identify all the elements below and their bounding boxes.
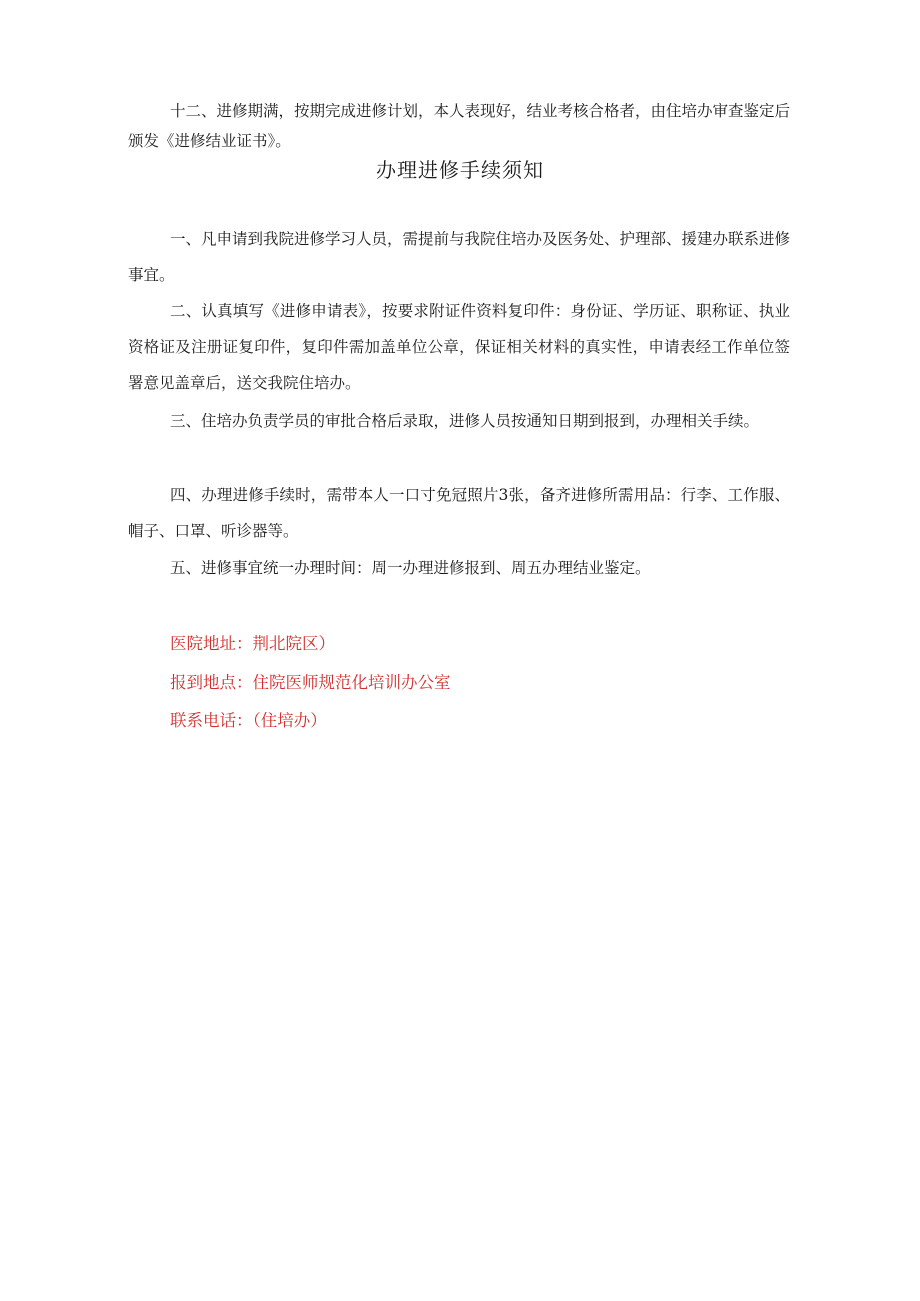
contact-address: 医院地址：荆北院区） (170, 634, 335, 653)
document-title: 办理进修手续须知 (376, 158, 544, 182)
contact-location: 报到地点：住院医师规范化培训办公室 (170, 673, 451, 692)
notice-item-3: 三、住培办负责学员的审批合格后录取，进修人员按通知日期到报到，办理相关手续。 (170, 412, 760, 430)
contact-phone: 联系电话：（住培办） (170, 711, 327, 730)
paragraph-twelve: 十二、进修期满，按期完成进修计划，本人表现好，结业考核合格者，由住培办审查鉴定后颁发《进修结业证书》。 (128, 102, 791, 150)
notice-item-1: 一、凡申请到我院进修学习人员，需提前与我院住培办及医务处、护理部、援建办联系进修事宜。 (128, 230, 791, 284)
notice-item-2: 二、认真填写《进修申请表》，按要求附证件资料复印件：身份证、学历证、职称证、执业资格证及注册证复印件，复印件需加盖单位公章，保证相关材料的真实性，申请表经工作单位签署意见盖章后，送交我院住培办。 (128, 302, 790, 392)
notice-item-4: 四、办理进修手续时，需带本人一口寸免冠照片3张，备齐进修所需用品：行李、工作服、帽子、口罩、听诊器等。 (128, 486, 790, 540)
notice-item-5: 五、进修事宜统一办理时间：周一办理进修报到、周五办理结业鉴定。 (170, 559, 651, 577)
